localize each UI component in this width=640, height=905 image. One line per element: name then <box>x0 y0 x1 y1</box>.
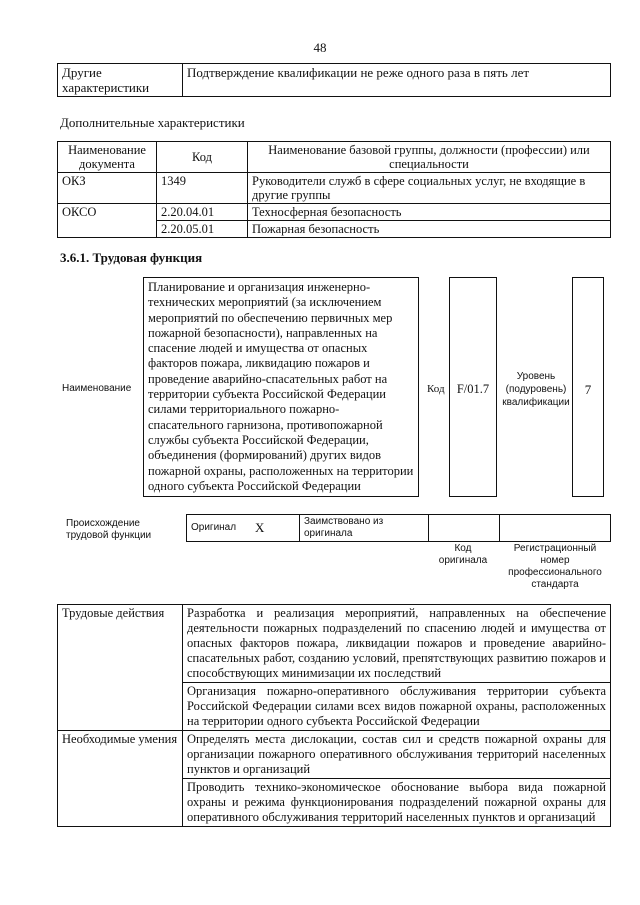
cell-group-name: Техносферная безопасность <box>248 204 611 221</box>
table-row <box>58 64 611 97</box>
cell-code: 1349 <box>157 173 248 204</box>
header-code: Код <box>157 142 248 173</box>
origin-original-mark: X <box>251 515 300 542</box>
other-characteristics-value: Подтверждение квалификации не реже одного раза в пять лет <box>183 64 611 97</box>
function-code-label: Код <box>427 383 445 395</box>
origin-table <box>186 514 611 542</box>
cell-group-name: Руководители служб в сфере социальных услуг, не входящие в другие группы <box>248 173 611 204</box>
row-text: Организация пожарно-оперативного обслуживания территории субъекта Российской Федерации силами всех видов пожарной охраны, расположенных на территории одного субъекта Российской Федерации <box>183 683 611 731</box>
labor-actions-table <box>57 604 611 827</box>
section-title: 3.6.1. Трудовая функция <box>60 250 203 265</box>
function-name-label: Наименование <box>62 383 132 394</box>
row-text: Определять места дислокации, состав сил и средств пожарной охраны для организации пожарного оперативного обслуживания территорий населенных пунктов и организаций <box>183 731 611 779</box>
origin-original-label: Оригинал <box>187 515 252 542</box>
table-row <box>58 173 611 204</box>
origin-code-caption: Код оригинала <box>438 543 488 566</box>
other-characteristics-table <box>57 63 611 97</box>
row-label: Трудовые действия <box>58 605 183 731</box>
qualification-level-label: Уровень (подуровень) квалификации <box>502 371 570 408</box>
function-name-value: Планирование и организация инженерно-технических мероприятий (за исключением мероприятий по обеспечению первичных мер пожарной безопасности), направленных на спасение людей и имущества от опасных факторов пожара, ликвидацию пожаров и проведение аварийно-спасательных работ на территории субъекта Российской Федерации силами территориального пожарно-спасательного гарнизона, противопожарной службы субъекта Российской Федерации, объединения (формирований) других видов пожарной охраны, расположенных на территории одного субъекта Российской Федерации <box>143 277 419 497</box>
origin-reg-number-cell <box>500 515 611 542</box>
function-code-box <box>449 277 497 497</box>
origin-code-cell <box>429 515 500 542</box>
cell-group-name: Пожарная безопасность <box>248 221 611 238</box>
row-text: Разработка и реализация мероприятий, направленных на обеспечение деятельности пожарных подразделений по спасению людей и имущества от опасных факторов пожара, ликвидации пожаров и проведение аварийно-спасательных работ, созданию условий, препятствующих развитию пожаров и способствующих минимизации их последствий <box>183 605 611 683</box>
cell-code: 2.20.04.01 <box>157 204 248 221</box>
table-row <box>58 605 611 683</box>
row-text: Проводить технико-экономическое обоснование выбора вида пожарной охраны и режима функционирования подразделений пожарной охраны для оперативного обслуживания территорий населенных пунктов и организаций <box>183 779 611 827</box>
origin-label: Происхождение трудовой функции <box>66 518 152 541</box>
page-number: 48 <box>313 40 327 55</box>
origin-borrowed-label: Заимствовано из оригинала <box>300 515 429 542</box>
qualification-level-value: 7 <box>584 382 592 397</box>
row-label: Необходимые умения <box>58 731 183 827</box>
additional-characteristics-table <box>57 141 611 238</box>
cell-code: 2.20.05.01 <box>157 221 248 238</box>
table-row <box>187 515 611 542</box>
registration-number-caption: Регистрационный номер профессионального стандарта <box>508 543 602 590</box>
function-code-value: F/01.7 <box>456 382 490 396</box>
cell-document: ОКСО <box>58 204 157 238</box>
cell-document: ОКЗ <box>58 173 157 204</box>
table-header-row <box>58 142 611 173</box>
qualification-level-box <box>572 277 604 497</box>
other-characteristics-label: Другие характеристики <box>58 64 183 97</box>
header-group-name: Наименование базовой группы, должности (профессии) или специальности <box>248 142 611 173</box>
additional-characteristics-heading: Дополнительные характеристики <box>60 115 245 130</box>
table-row <box>58 204 611 221</box>
header-document: Наименование документа <box>58 142 157 173</box>
table-row <box>58 731 611 779</box>
